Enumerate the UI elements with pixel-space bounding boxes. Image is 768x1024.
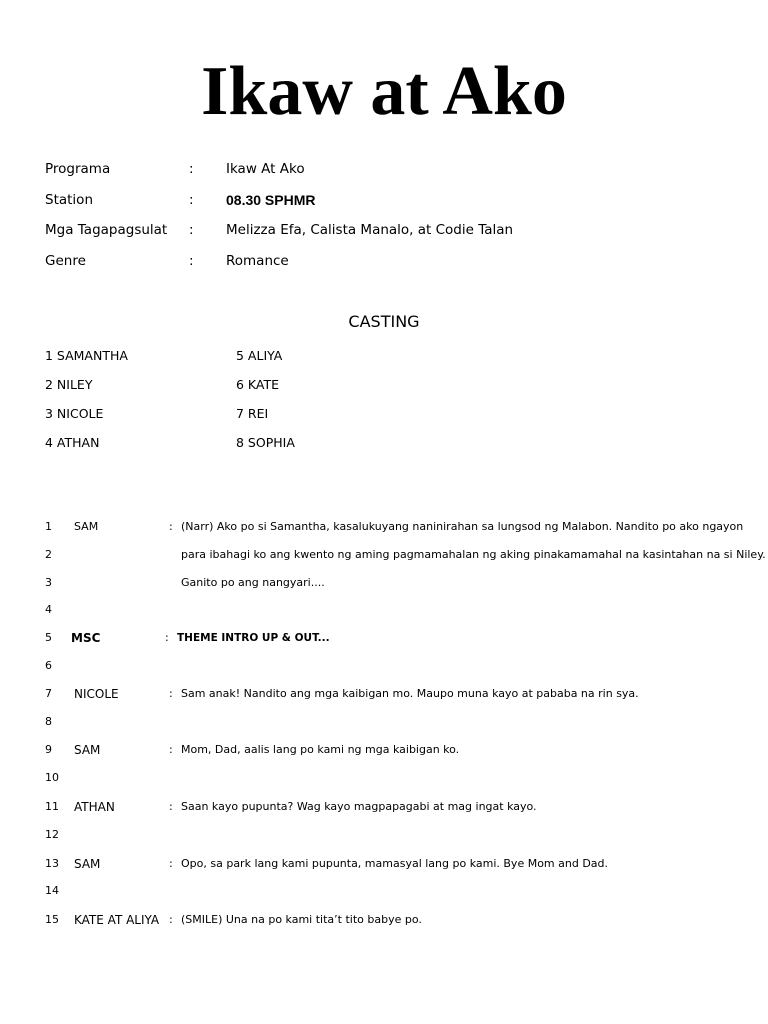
speaker: SAM xyxy=(74,857,101,871)
colon: : xyxy=(169,913,173,926)
line-number: 10 xyxy=(45,771,59,784)
cast-item: 8 SOPHIA xyxy=(236,435,295,450)
colon: : xyxy=(169,857,173,870)
meta-value-station: 08.30 SPHMR xyxy=(226,192,316,208)
speaker: NICOLE xyxy=(74,687,119,701)
cast-item: 7 REI xyxy=(236,406,269,421)
dialogue: THEME INTRO UP & OUT... xyxy=(177,632,330,644)
line-number: 15 xyxy=(45,913,59,926)
line-number: 5 xyxy=(45,631,52,644)
dialogue: Ganito po ang nangyari.... xyxy=(181,576,325,589)
colon: : xyxy=(169,743,173,756)
cast-item: 2 NILEY xyxy=(45,377,93,392)
cast-item: 6 KATE xyxy=(236,377,280,392)
line-number: 11 xyxy=(45,800,59,813)
line-number: 7 xyxy=(45,687,52,700)
line-number: 13 xyxy=(45,857,59,870)
meta-label: Mga Tagapagsulat xyxy=(45,222,168,238)
meta-value-programa: Ikaw At Ako xyxy=(226,161,305,177)
meta-colon: : xyxy=(189,192,194,208)
cast-item: 4 ATHAN xyxy=(45,435,100,450)
speaker: KATE AT ALIYA xyxy=(74,913,160,927)
speaker: MSC xyxy=(71,631,101,645)
meta-colon: : xyxy=(189,161,194,177)
line-number: 14 xyxy=(45,884,59,897)
dialogue: Saan kayo pupunta? Wag kayo magpapagabi at mag ingat kayo. xyxy=(181,800,537,813)
dialogue: para ibahagi ko ang kwento ng aming pagmamahalan ng aking pinakamamahal na kasintahan na si Niley. xyxy=(181,548,766,561)
meta-colon: : xyxy=(189,222,194,238)
cast-item: 5 ALIYA xyxy=(236,348,283,363)
meta-value-writers: Melizza Efa, Calista Manalo, at Codie Talan xyxy=(226,222,514,238)
colon: : xyxy=(169,687,173,700)
cast-item: 3 NICOLE xyxy=(45,406,104,421)
meta-colon: : xyxy=(189,253,194,269)
line-number: 12 xyxy=(45,828,59,841)
colon: : xyxy=(165,631,169,644)
meta-label: Genre xyxy=(45,253,86,269)
colon: : xyxy=(169,520,173,533)
line-number: 4 xyxy=(45,603,52,616)
meta-label: Station xyxy=(45,192,93,208)
dialogue: Sam anak! Nandito ang mga kaibigan mo. Maupo muna kayo at pababa na rin sya. xyxy=(181,687,639,700)
meta-value-genre: Romance xyxy=(226,253,289,269)
dialogue: (Narr) Ako po si Samantha, kasalukuyang naninirahan sa lungsod ng Malabon. Nandito po ako ngayon xyxy=(181,520,744,533)
speaker: SAM xyxy=(74,743,101,757)
colon: : xyxy=(169,800,173,813)
casting-heading: CASTING xyxy=(348,312,420,331)
line-number: 9 xyxy=(45,743,52,756)
dialogue: Mom, Dad, aalis lang po kami ng mga kaibigan ko. xyxy=(181,743,460,756)
line-number: 2 xyxy=(45,548,52,561)
cast-item: 1 SAMANTHA xyxy=(45,348,128,363)
line-number: 8 xyxy=(45,715,52,728)
line-number: 3 xyxy=(45,576,52,589)
line-number: 1 xyxy=(45,520,52,533)
line-number: 6 xyxy=(45,659,52,672)
meta-label: Programa xyxy=(45,161,111,177)
page-title: Ikaw at Ako xyxy=(201,53,567,130)
dialogue: (SMILE) Una na po kami tita’t tito babye po. xyxy=(181,913,422,926)
dialogue: Opo, sa park lang kami pupunta, mamasyal lang po kami. Bye Mom and Dad. xyxy=(181,857,609,870)
speaker: ATHAN xyxy=(74,800,115,814)
speaker: SAM xyxy=(74,520,99,533)
